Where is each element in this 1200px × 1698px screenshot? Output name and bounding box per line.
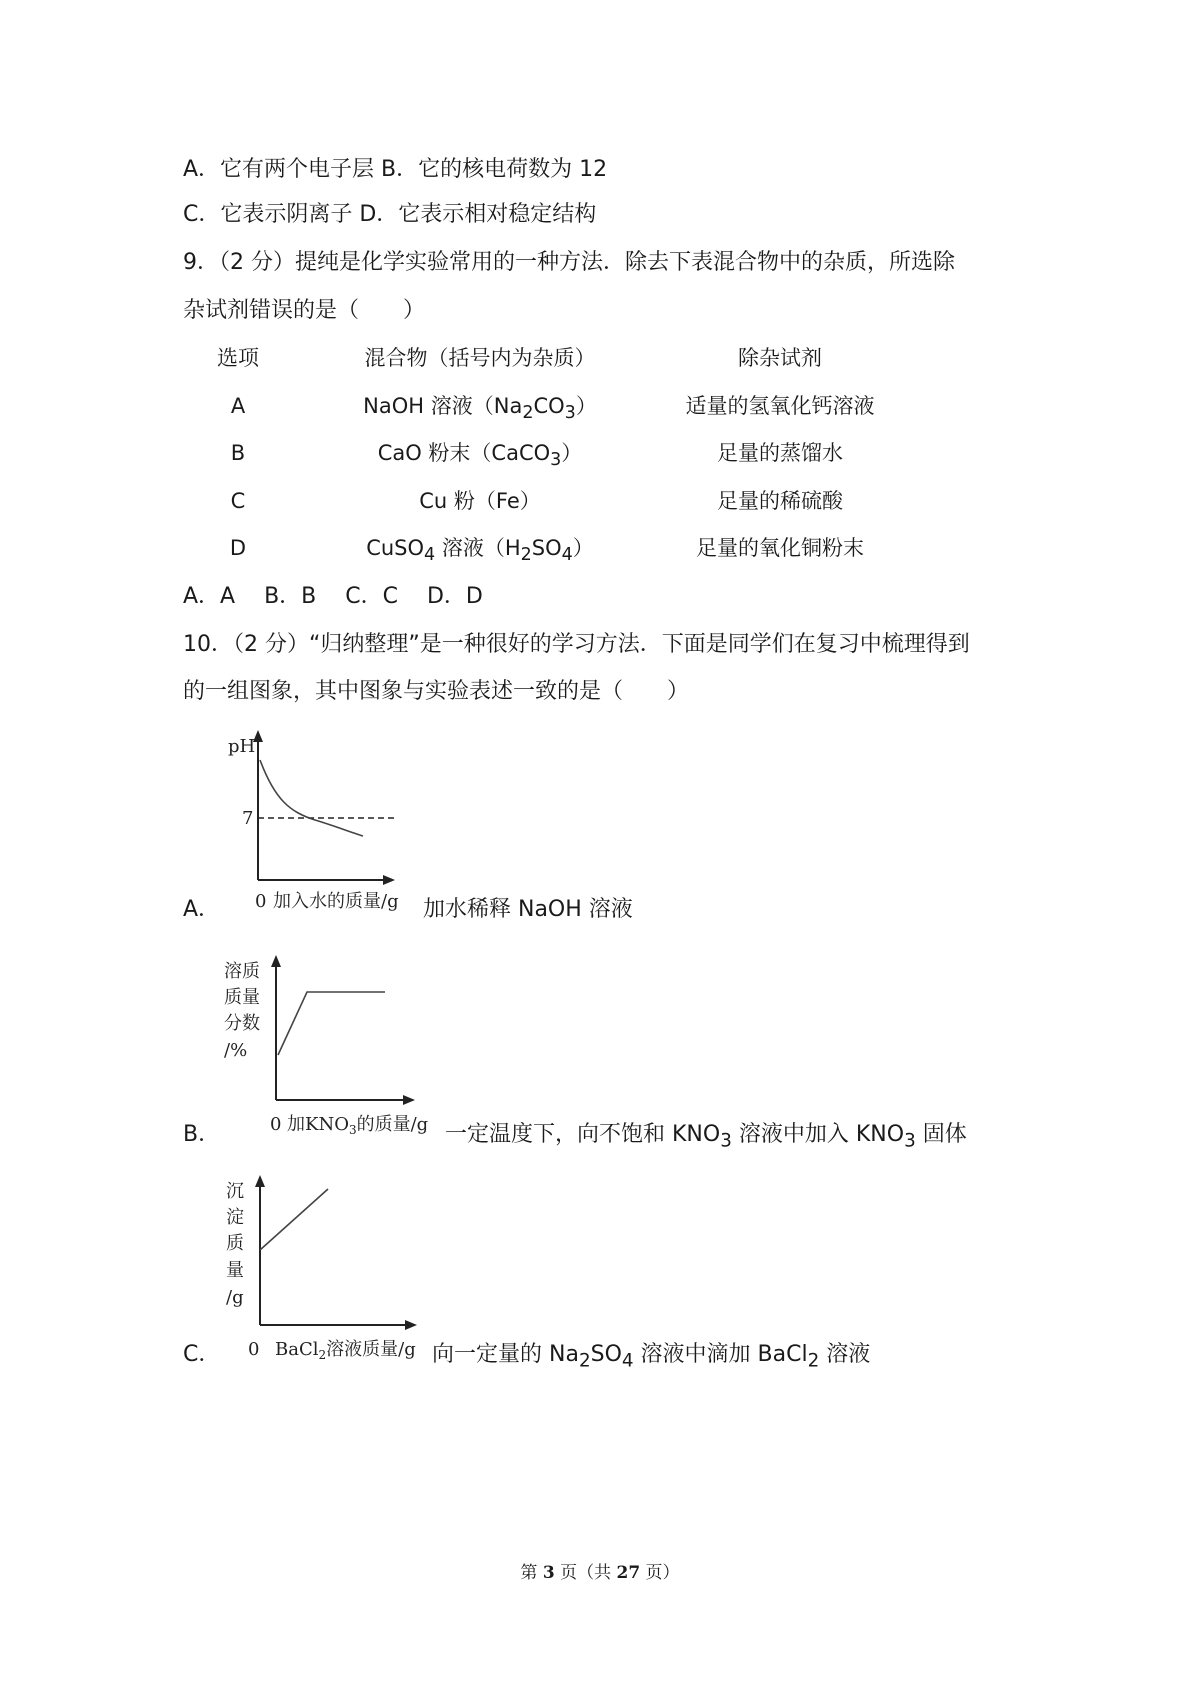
graph-c-ylabel-line: 质 (226, 1233, 244, 1254)
graph-b-curve (278, 992, 385, 1055)
graph-c-origin: 0 (248, 1339, 260, 1360)
graph-c-ylabel-line: 沉 (226, 1181, 244, 1202)
graph-c-ylabel-line: 淀 (226, 1207, 244, 1228)
page-footer: 第 3 页（共 27 页） (520, 1563, 680, 1583)
graph-a-origin: 0 (255, 891, 267, 912)
graph-b-origin: 0 (270, 1114, 282, 1135)
q10-option-b-letter: B． (183, 1122, 221, 1147)
graph-a (220, 730, 420, 920)
graph-b (220, 955, 450, 1145)
graph-b-ylabel-line: 溶质 (224, 961, 260, 982)
q9-answer-choices: A．A B．B C．C D．D (183, 584, 483, 609)
row-reagent: 足量的氧化铜粉末 (696, 536, 864, 560)
header-mixture: 混合物（括号内为杂质） (364, 346, 596, 370)
graph-b-y-arrow (271, 955, 281, 967)
q10-stem-line-1: 10．（2 分）“归纳整理”是一种很好的学习方法．下面是同学们在复习中梳理得到 (183, 632, 970, 657)
row-reagent: 足量的蒸馏水 (717, 441, 843, 465)
row-option: B (230, 441, 246, 465)
page-number: 3 (542, 1563, 555, 1583)
row-option: D (229, 536, 247, 560)
q9-stem-line-1: 9．（2 分）提纯是化学实验常用的一种方法．除去下表混合物中的杂质，所选除 (183, 250, 955, 275)
graph-c-x-arrow (405, 1320, 417, 1330)
graph-c (220, 1175, 450, 1375)
row-mixture: Cu 粉（Fe） (419, 489, 541, 513)
graph-c-xlabel: BaCl$_2$溶液质量/g (275, 1339, 416, 1362)
row-reagent: 足量的稀硫酸 (717, 489, 843, 513)
row-mixture: NaOH 溶液$(Na_2CO_3)$ (363, 394, 597, 424)
graph-b-ylabel-line: /% (224, 1040, 248, 1061)
q10-option-a-desc: 加水稀释 NaOH 溶液 (423, 897, 633, 922)
header-option: 选项 (217, 346, 259, 370)
q8-option-line-2: C．它表示阴离子 D．它表示相对稳定结构 (183, 202, 597, 227)
q8-option-line-1: A．它有两个电子层 B．它的核电荷数为 12 (183, 157, 608, 182)
graph-b-x-arrow (403, 1095, 415, 1105)
graph-a-y-mark: 7 (242, 808, 254, 829)
header-reagent: 除杂试剂 (738, 346, 822, 370)
q9-stem-line-2: 杂试剂错误的是（ ） (183, 298, 426, 323)
graph-b-ylabel-line: 质量 (224, 987, 260, 1008)
q10-option-c-desc: 向一定量的 $Na_2SO_4$ 溶液中滴加 BaCl$_2$ 溶液 (432, 1342, 871, 1372)
q10-option-c-letter: C． (183, 1342, 221, 1367)
row-option: A (230, 394, 246, 418)
graph-c-curve (260, 1189, 328, 1250)
graph-c-ylabel-line: /g (226, 1287, 244, 1308)
row-reagent: 适量的氢氧化钙溶液 (685, 394, 875, 418)
graph-b-ylabel-line: 分数 (224, 1013, 260, 1034)
q10-stem-line-2: 的一组图象，其中图象与实验表述一致的是（ ） (183, 679, 690, 704)
row-mixture: CaO 粉末（CaCO$_3$） (377, 441, 583, 471)
graph-a-curve (260, 760, 363, 836)
graph-c-y-arrow (255, 1175, 265, 1187)
page-total: 27 (616, 1563, 641, 1583)
graph-b-xlabel: 加$KNO_3$的质量/g (287, 1114, 429, 1137)
graph-a-x-arrow (383, 875, 395, 885)
graph-c-ylabel-line: 量 (226, 1260, 244, 1281)
graph-a-ylabel: pH (228, 736, 256, 757)
q10-option-b-desc: 一定温度下，向不饱和 $KNO_3$ 溶液中加入 $KNO_3$ 固体 (445, 1122, 967, 1152)
row-option: C (230, 489, 246, 513)
q10-option-a-letter: A． (183, 897, 221, 922)
row-mixture: CuSO$_4$ 溶液$(H_2SO_4)$ (366, 536, 594, 566)
graph-a-xlabel: 加入水的质量/g (273, 891, 399, 912)
